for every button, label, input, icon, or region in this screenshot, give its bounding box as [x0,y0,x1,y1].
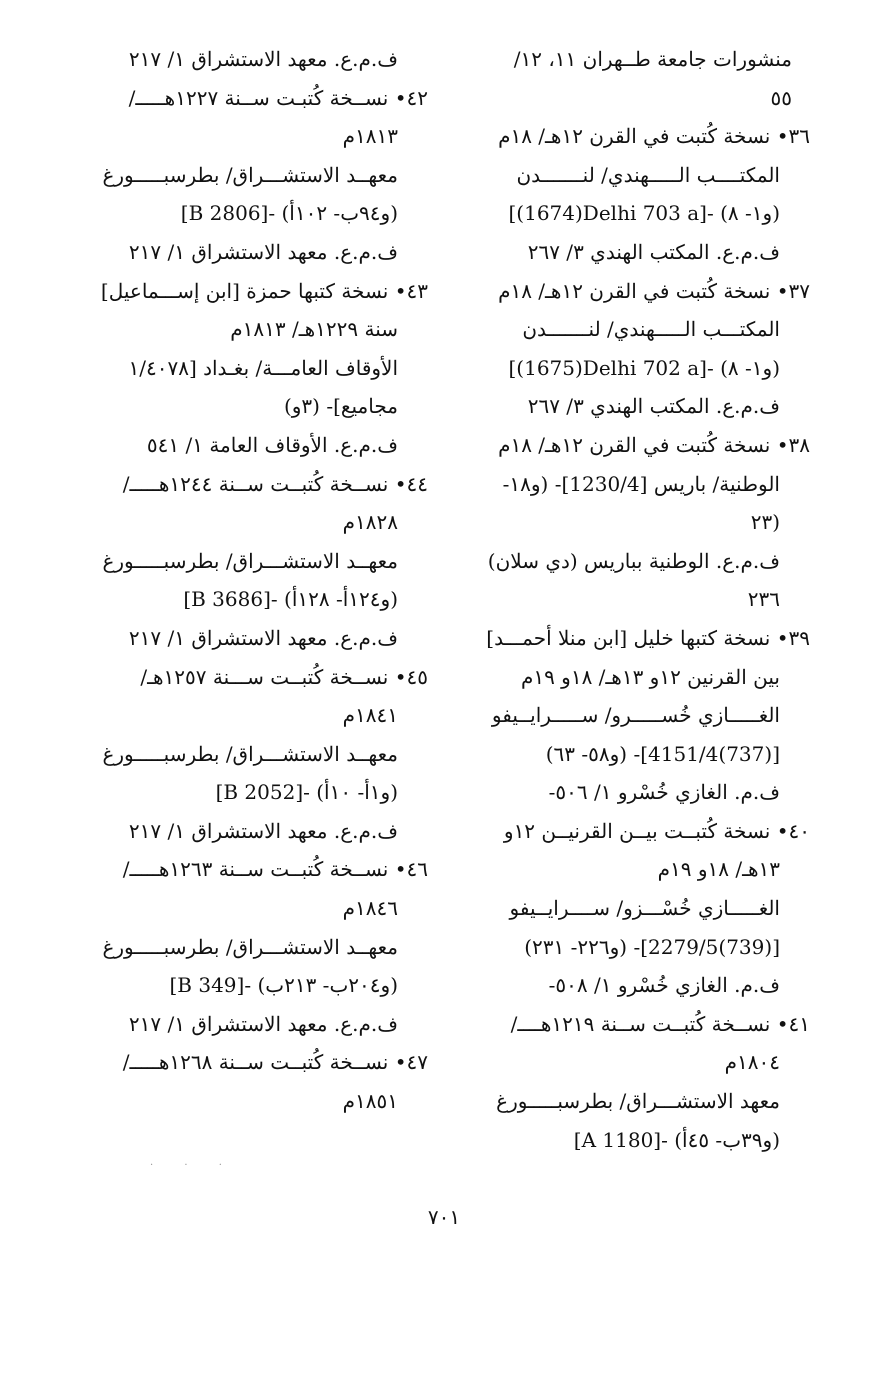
entry-detail-line: ف.م.ع. معهد الاستشراق ١/ ٢١٧ [128,239,398,264]
entry-detail-line: بين القرنين ١٢و ١٣هـ/ ١٨و ١٩م [520,664,780,689]
entry-detail-line: [(1674)Delhi 703 a]- (و١- ٨) [508,201,780,226]
entry-heading-line: ٤٣• نسخة كتبها حمزة [ابن إســـماعيل] [100,278,428,303]
entry-detail-line: معهــد الاستشـــراق/ بطرسبـــــورغ [102,162,398,187]
entry-detail-line: المكتــــب الـــــهندي/ لنـــــــدن [516,162,780,187]
entry-detail-line: مجاميع]- (٣و) [283,394,398,419]
entry-detail-line: ف.م.ع. معهد الاستشراق ١/ ٢١٧ [128,47,398,71]
entry-detail-line: ف.م.ع. معهد الاستشراق ١/ ٢١٧ [128,818,398,843]
entry-heading-line: ٤٦• نســخة كُتبــت ســنة ١٢٦٣هـــــ/ [122,857,428,882]
entry-detail-line: معهــد الاستشـــراق/ بطرسبـــــورغ [102,741,398,766]
entry-heading-line: ٣٨• نسخة كُتبت في القرن ١٢هـ/ ١٨م [498,432,810,457]
entry-heading-line: ٤٤• نســخة كُتبــت ســنة ١٢٤٤هـــــ/ [122,471,428,496]
entry-detail-line: الأوقاف العامـــة/ بغـداد [١/٤٠٧٨ [128,355,398,380]
entry-detail-line: ف.م.ع. معهد الاستشراق ١/ ٢١٧ [128,625,398,650]
scan-specks: · · · [150,1160,236,1171]
entry-detail-line: ١٨٤١م [342,703,398,728]
entry-detail-line: [A 1180]- (و٣٩ب- ٤٥أ) [573,1127,780,1152]
entry-detail-line: ١٨٠٤م [724,1050,780,1075]
entry-heading-line: ٤٥• نســخة كُتبــت ســـنة ١٢٥٧هـ/ [140,664,428,689]
entry-heading-line: ٣٧• نسخة كُتبت في القرن ١٢هـ/ ١٨م [498,278,810,303]
entry-heading-line: ٤٢• نســخة كُتبـت ســنة ١٢٢٧هـــــ/ [128,85,428,110]
entry-heading-line: ٤٧• نســخة كُتبــت ســنة ١٢٦٨هـــــ/ [122,1050,428,1075]
entry-detail-line: [B 349]- (و٢٠٤ب- ٢١٣ب) [169,973,398,998]
entry-detail-line: الوطنية/ باريس [1230/4]- (و١٨- [502,471,780,496]
entry-detail-line: [(1675)Delhi 702 a]- (و١- ٨) [508,355,780,380]
entry-detail-line: ٢٣٦ [747,587,780,612]
entry-detail-line: الغـــــازي خُسْـــزو/ ســــرايــيفو [509,896,780,921]
entry-detail-line: ف.م.ع. المكتب الهندي ٣/ ٢٦٧ [527,239,780,264]
entry-detail-line: ١٨٤٦م [342,896,398,921]
entry-heading-line: ٣٩• نسخة كتبها خليل [ابن منلا أحمـــد] [486,625,810,650]
entry-detail-line: [(739)2279/5]- (و٢٢٦- ٢٣١) [524,934,780,959]
entry-detail-line: سنة ١٢٢٩هـ/ ١٨١٣م [230,317,398,342]
entry-detail-line: ١٨٢٨م [342,510,398,535]
left-column [88,40,428,1121]
entry-detail-line: منشورات جامعة طــهران ١١، ١٢/ [513,47,792,71]
entry-detail-line: ف.م.ع. الوطنية بباريس (دي سلان) [487,548,780,573]
entry-detail-line: ف.م. الغازي خُسْرو ١/ ٥٠٦- [548,780,780,805]
entry-detail-line: [B 3686]- (و١٢٤أ- ١٢٨أ) [183,587,398,612]
entry-detail-line: معهــد الاستشـــراق/ بطرسبـــــورغ [102,934,398,959]
entry-detail-line: ٢٣) [750,510,780,535]
entry-detail-line: معهــد الاستشـــراق/ بطرسبـــــورغ [102,548,398,573]
entry-detail-line: معهد الاستشـــراق/ بطرسبـــــورغ [496,1089,780,1114]
entry-heading-line: ٤١• نســخة كُتبــت ســنة ١٢١٩هــــ/ [510,1011,810,1036]
entry-detail-line: ٥٥ [770,85,792,110]
entry-detail-line: ف.م.ع. المكتب الهندي ٣/ ٢٦٧ [527,394,780,419]
entry-detail-line: [B 2806]- (و٩٤ب- ١٠٢أ) [180,201,398,226]
entry-detail-line: [(737)4151/4]- (و٥٨- ٦٣) [545,741,780,766]
entry-detail-line: ف.م.ع. معهد الاستشراق ١/ ٢١٧ [128,1011,398,1036]
entry-detail-line: ١٨١٣م [342,124,398,149]
right-column [470,40,810,1159]
entry-detail-line: ف.م.ع. الأوقاف العامة ١/ ٥٤١ [146,432,398,457]
entry-detail-line: [B 2052]- (و١أ- ١٠أ) [215,780,398,805]
entry-detail-line: ١٨٥١م [342,1089,398,1114]
entry-detail-line: ١٣هـ/ ١٨و ١٩م [657,857,780,882]
entry-detail-line: ف.م. الغازي خُسْرو ١/ ٥٠٨- [548,973,780,998]
entry-heading-line: ٤٠• نسخة كُتبــت بيــن القرنيــن ١٢و [503,818,810,843]
entry-detail-line: الغـــــازي خُســـــرو/ ســـــرايــيفو [491,703,780,728]
page-number: ٧٠١ [427,1205,461,1229]
entry-heading-line: ٣٦• نسخة كُتبت في القرن ١٢هـ/ ١٨م [498,124,810,149]
entry-detail-line: المكتـــب الـــــهندي/ لنـــــــدن [522,317,780,342]
